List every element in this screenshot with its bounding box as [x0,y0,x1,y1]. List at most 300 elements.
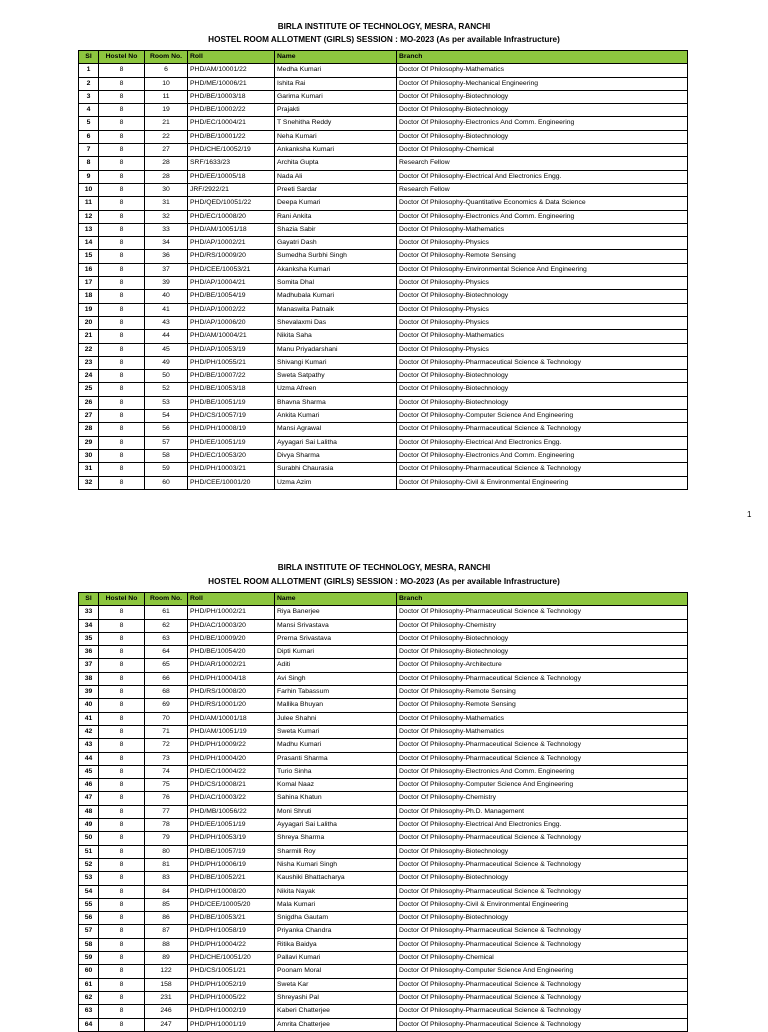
room-no-cell: 57 [145,436,188,449]
roll-cell: PHD/AC/10003/20 [188,619,275,632]
table-row [79,898,688,911]
name-cell: Snigdha Gautam [275,912,397,925]
roll-cell: PHD/AP/10002/21 [188,237,275,250]
table-row [79,779,688,792]
table-row [79,978,688,991]
table-row [79,330,688,343]
sl-cell: 14 [79,237,99,250]
hostel-no-cell: 8 [99,672,145,685]
room-no-cell: 66 [145,672,188,685]
sl-cell: 42 [79,725,99,738]
branch-cell: Doctor Of Philosophy-Mathematics [397,330,688,343]
hostel-no-cell: 8 [99,646,145,659]
branch-cell: Doctor Of Philosophy-Pharmaceutical Science & Technology [397,925,688,938]
hostel-no-cell: 8 [99,699,145,712]
room-no-cell: 74 [145,765,188,778]
sl-cell: 49 [79,819,99,832]
hostel-no-cell: 8 [99,659,145,672]
roll-cell: PHD/RS/10008/20 [188,686,275,699]
hostel-no-cell: 8 [99,436,145,449]
sl-cell: 40 [79,699,99,712]
hostel-no-cell: 8 [99,712,145,725]
sl-cell: 1 [79,64,99,77]
branch-cell: Doctor Of Philosophy-Biotechnology [397,912,688,925]
room-no-cell: 11 [145,90,188,103]
sl-cell: 33 [79,606,99,619]
sl-cell: 23 [79,356,99,369]
sl-cell: 64 [79,1018,99,1031]
branch-cell: Doctor Of Philosophy-Biotechnology [397,632,688,645]
name-cell: Sweta Kumari [275,725,397,738]
roll-cell: PHD/AM/10051/18 [188,223,275,236]
col-header-branch: Branch [397,593,688,606]
table-row [79,845,688,858]
roll-cell: PHD/PH/10058/19 [188,925,275,938]
page-number: 1 [747,510,752,519]
room-no-cell: 83 [145,872,188,885]
hostel-no-cell: 8 [99,779,145,792]
branch-cell: Doctor Of Philosophy-Biotechnology [397,845,688,858]
hostel-no-cell: 8 [99,619,145,632]
col-header-roll: Roll [188,593,275,606]
branch-cell: Doctor Of Philosophy-Computer Science And Engineering [397,965,688,978]
hostel-no-cell: 8 [99,858,145,871]
branch-cell: Doctor Of Philosophy-Physics [397,343,688,356]
roll-cell: PHD/PH/10055/21 [188,356,275,369]
name-cell: Moni Shruti [275,805,397,818]
allotment-table-page-1 [78,50,688,490]
name-cell: Manu Priyadarshani [275,343,397,356]
branch-cell: Doctor Of Philosophy-Biotechnology [397,872,688,885]
hostel-no-cell: 8 [99,316,145,329]
col-header-name: Name [275,51,397,64]
room-no-cell: 63 [145,632,188,645]
room-no-cell: 19 [145,104,188,117]
sl-cell: 17 [79,277,99,290]
roll-cell: PHD/BE/10052/21 [188,872,275,885]
sl-cell: 56 [79,912,99,925]
branch-cell: Doctor Of Philosophy-Biotechnology [397,370,688,383]
room-no-cell: 32 [145,210,188,223]
room-no-cell: 30 [145,183,188,196]
room-no-cell: 56 [145,423,188,436]
sl-cell: 57 [79,925,99,938]
name-cell: Ritika Baidya [275,938,397,951]
sl-cell: 60 [79,965,99,978]
name-cell: Sumedha Surbhi Singh [275,250,397,263]
roll-cell: PHD/BE/10002/22 [188,104,275,117]
room-no-cell: 88 [145,938,188,951]
roll-cell: PHD/PH/10004/18 [188,672,275,685]
branch-cell: Doctor Of Philosophy-Civil & Environmental Engineering [397,476,688,489]
sl-cell: 41 [79,712,99,725]
sl-cell: 37 [79,659,99,672]
hostel-no-cell: 8 [99,1018,145,1031]
table-header-row [79,593,688,606]
name-cell: Kaberi Chatterjee [275,1005,397,1018]
table-row [79,396,688,409]
name-cell: Somita Dhal [275,277,397,290]
room-no-cell: 86 [145,912,188,925]
sl-cell: 7 [79,144,99,157]
room-no-cell: 65 [145,659,188,672]
hostel-no-cell: 8 [99,423,145,436]
room-no-cell: 53 [145,396,188,409]
name-cell: Nisha Kumari Singh [275,858,397,871]
name-cell: Julee Shahni [275,712,397,725]
branch-cell: Doctor Of Philosophy-Biotechnology [397,396,688,409]
roll-cell: PHD/CS/10051/21 [188,965,275,978]
sl-cell: 8 [79,157,99,170]
roll-cell: PHD/BE/10054/19 [188,290,275,303]
sl-cell: 22 [79,343,99,356]
roll-cell: PHD/PH/10009/22 [188,739,275,752]
table-row [79,383,688,396]
room-no-cell: 72 [145,739,188,752]
branch-cell: Doctor Of Philosophy-Pharmaceutical Science & Technology [397,739,688,752]
hostel-no-cell: 8 [99,885,145,898]
hostel-no-cell: 8 [99,343,145,356]
branch-cell: Doctor Of Philosophy-Pharmaceutical Science & Technology [397,463,688,476]
name-cell: Bhavna Sharma [275,396,397,409]
room-no-cell: 122 [145,965,188,978]
hostel-no-cell: 8 [99,290,145,303]
room-no-cell: 62 [145,619,188,632]
name-cell: Riya Banerjee [275,606,397,619]
name-cell: Komal Naaz [275,779,397,792]
hostel-no-cell: 8 [99,925,145,938]
roll-cell: PHD/CEE/10001/20 [188,476,275,489]
branch-cell: Doctor Of Philosophy-Electronics And Comm. Engineering [397,210,688,223]
table-row [79,423,688,436]
name-cell: Shazia Sabir [275,223,397,236]
roll-cell: PHD/AP/10006/20 [188,316,275,329]
roll-cell: PHD/CS/10008/21 [188,779,275,792]
roll-cell: PHD/EC/10004/21 [188,117,275,130]
col-header-room-no: Room No. [145,51,188,64]
table-row [79,77,688,90]
branch-cell: Doctor Of Philosophy-Quantitative Economics & Data Science [397,197,688,210]
branch-cell: Doctor Of Philosophy-Architecture [397,659,688,672]
roll-cell: PHD/BE/10009/20 [188,632,275,645]
roll-cell: PHD/QED/10051/22 [188,197,275,210]
roll-cell: JRF/2922/21 [188,183,275,196]
table-row [79,144,688,157]
hostel-no-cell: 8 [99,383,145,396]
hostel-no-cell: 8 [99,263,145,276]
room-no-cell: 89 [145,952,188,965]
roll-cell: PHD/MB/10056/22 [188,805,275,818]
roll-cell: SRF/1633/23 [188,157,275,170]
hostel-no-cell: 8 [99,183,145,196]
table-row [79,712,688,725]
table-row [79,237,688,250]
room-no-cell: 52 [145,383,188,396]
sl-cell: 16 [79,263,99,276]
sl-cell: 53 [79,872,99,885]
col-header-hostel-no: Hostel No [99,51,145,64]
branch-cell: Research Fellow [397,157,688,170]
table-row [79,632,688,645]
table-header-row [79,51,688,64]
col-header-sl: Sl [79,51,99,64]
branch-cell: Doctor Of Philosophy-Pharmaceutical Science & Technology [397,938,688,951]
name-cell: Uzma Azim [275,476,397,489]
branch-cell: Doctor Of Philosophy-Electronics And Comm. Engineering [397,765,688,778]
table-row [79,263,688,276]
allotment-title: HOSTEL ROOM ALLOTMENT (GIRLS) SESSION : MO-2023 (As per available Infrastructure) [208,577,560,586]
name-cell: Mansi Agrawal [275,423,397,436]
room-no-cell: 49 [145,356,188,369]
roll-cell: PHD/PH/10052/19 [188,978,275,991]
sl-cell: 36 [79,646,99,659]
table-row [79,606,688,619]
room-no-cell: 64 [145,646,188,659]
room-no-cell: 34 [145,237,188,250]
name-cell: Shreyashi Pal [275,991,397,1004]
sl-cell: 47 [79,792,99,805]
room-no-cell: 37 [145,263,188,276]
hostel-no-cell: 8 [99,463,145,476]
room-no-cell: 50 [145,370,188,383]
room-no-cell: 59 [145,463,188,476]
roll-cell: PHD/CEE/10005/20 [188,898,275,911]
branch-cell: Doctor Of Philosophy-Pharmaceutical Science & Technology [397,1018,688,1031]
table-row [79,686,688,699]
name-cell: Surabhi Chaurasia [275,463,397,476]
roll-cell: PHD/CHE/10051/20 [188,952,275,965]
table-row [79,316,688,329]
name-cell: Priyanka Chandra [275,925,397,938]
roll-cell: PHD/AP/10053/19 [188,343,275,356]
table-row [79,952,688,965]
sl-cell: 46 [79,779,99,792]
room-no-cell: 80 [145,845,188,858]
roll-cell: PHD/AP/10004/21 [188,277,275,290]
table-row [79,210,688,223]
table-row [79,912,688,925]
hostel-no-cell: 8 [99,912,145,925]
roll-cell: PHD/PH/10001/19 [188,1018,275,1031]
roll-cell: PHD/EE/10005/18 [188,170,275,183]
branch-cell: Doctor Of Philosophy-Physics [397,316,688,329]
branch-cell: Doctor Of Philosophy-Chemical [397,952,688,965]
sl-cell: 30 [79,449,99,462]
roll-cell: PHD/AC/10003/22 [188,792,275,805]
roll-cell: PHD/AM/10001/18 [188,712,275,725]
room-no-cell: 28 [145,157,188,170]
roll-cell: PHD/CEE/10053/21 [188,263,275,276]
roll-cell: PHD/AM/10051/19 [188,725,275,738]
branch-cell: Doctor Of Philosophy-Remote Sensing [397,686,688,699]
branch-cell: Doctor Of Philosophy-Computer Science And Engineering [397,779,688,792]
table-row [79,170,688,183]
branch-cell: Doctor Of Philosophy-Pharmaceutical Science & Technology [397,885,688,898]
sl-cell: 4 [79,104,99,117]
table-row [79,858,688,871]
sl-cell: 5 [79,117,99,130]
name-cell: Archita Gupta [275,157,397,170]
hostel-no-cell: 8 [99,765,145,778]
branch-cell: Doctor Of Philosophy-Pharmaceutical Science & Technology [397,606,688,619]
room-no-cell: 6 [145,64,188,77]
hostel-no-cell: 8 [99,130,145,143]
branch-cell: Doctor Of Philosophy-Pharmaceutical Science & Technology [397,832,688,845]
hostel-no-cell: 8 [99,117,145,130]
table-row [79,885,688,898]
roll-cell: PHD/EE/10051/19 [188,436,275,449]
sl-cell: 21 [79,330,99,343]
name-cell: Sharmili Roy [275,845,397,858]
sl-cell: 43 [79,739,99,752]
name-cell: T Snehitha Reddy [275,117,397,130]
roll-cell: PHD/AM/10004/21 [188,330,275,343]
branch-cell: Doctor Of Philosophy-Biotechnology [397,90,688,103]
hostel-no-cell: 8 [99,77,145,90]
roll-cell: PHD/PH/10008/19 [188,423,275,436]
branch-cell: Doctor Of Philosophy-Chemical [397,144,688,157]
roll-cell: PHD/PH/10003/21 [188,463,275,476]
room-no-cell: 58 [145,449,188,462]
table-row [79,765,688,778]
table-row [79,197,688,210]
roll-cell: PHD/CHE/10052/19 [188,144,275,157]
branch-cell: Doctor Of Philosophy-Pharmaceutical Science & Technology [397,752,688,765]
branch-cell: Doctor Of Philosophy-Remote Sensing [397,699,688,712]
room-no-cell: 77 [145,805,188,818]
hostel-no-cell: 8 [99,197,145,210]
hostel-no-cell: 8 [99,330,145,343]
name-cell: Poonam Moral [275,965,397,978]
name-cell: Nada Ali [275,170,397,183]
roll-cell: PHD/PH/10004/20 [188,752,275,765]
sl-cell: 24 [79,370,99,383]
roll-cell: PHD/PH/10053/19 [188,832,275,845]
room-no-cell: 158 [145,978,188,991]
table-row [79,646,688,659]
branch-cell: Doctor Of Philosophy-Mathematics [397,712,688,725]
name-cell: Aditi [275,659,397,672]
table-row [79,130,688,143]
name-cell: Ankita Kumari [275,410,397,423]
room-no-cell: 33 [145,223,188,236]
room-no-cell: 27 [145,144,188,157]
hostel-no-cell: 8 [99,277,145,290]
table-row [79,991,688,1004]
sl-cell: 32 [79,476,99,489]
table-row [79,90,688,103]
table-row [79,303,688,316]
table-row [79,1018,688,1031]
branch-cell: Doctor Of Philosophy-Environmental Science And Engineering [397,263,688,276]
table-row [79,356,688,369]
hostel-no-cell: 8 [99,792,145,805]
table-row [79,1005,688,1018]
name-cell: Shivangi Kumari [275,356,397,369]
hostel-no-cell: 8 [99,725,145,738]
room-no-cell: 246 [145,1005,188,1018]
branch-cell: Doctor Of Philosophy-Chemistry [397,619,688,632]
roll-cell: PHD/BE/10051/19 [188,396,275,409]
hostel-no-cell: 8 [99,210,145,223]
col-header-room-no: Room No. [145,593,188,606]
room-no-cell: 43 [145,316,188,329]
hostel-no-cell: 8 [99,819,145,832]
name-cell: Mala Kumari [275,898,397,911]
roll-cell: PHD/BE/10001/22 [188,130,275,143]
roll-cell: PHD/PH/10002/21 [188,606,275,619]
branch-cell: Doctor Of Philosophy-Civil & Environmental Engineering [397,898,688,911]
roll-cell: PHD/BE/10057/19 [188,845,275,858]
hostel-no-cell: 8 [99,476,145,489]
room-no-cell: 28 [145,170,188,183]
sl-cell: 13 [79,223,99,236]
sl-cell: 52 [79,858,99,871]
name-cell: Nikita Saha [275,330,397,343]
name-cell: Sweta Satpathy [275,370,397,383]
branch-cell: Doctor Of Philosophy-Biotechnology [397,290,688,303]
branch-cell: Doctor Of Philosophy-Pharmaceutical Science & Technology [397,991,688,1004]
hostel-no-cell: 8 [99,104,145,117]
roll-cell: PHD/PH/10002/19 [188,1005,275,1018]
hostel-no-cell: 8 [99,898,145,911]
hostel-no-cell: 8 [99,1005,145,1018]
name-cell: Uzma Afreen [275,383,397,396]
room-no-cell: 85 [145,898,188,911]
sl-cell: 20 [79,316,99,329]
roll-cell: PHD/BE/10053/18 [188,383,275,396]
name-cell: Turio Sinha [275,765,397,778]
branch-cell: Doctor Of Philosophy-Mathematics [397,64,688,77]
branch-cell: Doctor Of Philosophy-Electronics And Comm. Engineering [397,449,688,462]
room-no-cell: 39 [145,277,188,290]
table-row [79,819,688,832]
sl-cell: 59 [79,952,99,965]
name-cell: Mansi Srivastava [275,619,397,632]
branch-cell: Doctor Of Philosophy-Biotechnology [397,646,688,659]
table-row [79,343,688,356]
room-no-cell: 36 [145,250,188,263]
room-no-cell: 41 [145,303,188,316]
name-cell: Ankanksha Kumari [275,144,397,157]
name-cell: Madhubala Kumari [275,290,397,303]
name-cell: Ayyagari Sai Lalitha [275,436,397,449]
sl-cell: 27 [79,410,99,423]
room-no-cell: 71 [145,725,188,738]
sl-cell: 50 [79,832,99,845]
roll-cell: PHD/PH/10006/19 [188,858,275,871]
branch-cell: Doctor Of Philosophy-Pharmaceutical Science & Technology [397,1005,688,1018]
room-no-cell: 54 [145,410,188,423]
branch-cell: Doctor Of Philosophy-Ph.D. Management [397,805,688,818]
sl-cell: 2 [79,77,99,90]
hostel-no-cell: 8 [99,449,145,462]
name-cell: Ishita Rai [275,77,397,90]
hostel-no-cell: 8 [99,237,145,250]
branch-cell: Doctor Of Philosophy-Biotechnology [397,130,688,143]
table-row [79,436,688,449]
table-row [79,672,688,685]
branch-cell: Doctor Of Philosophy-Pharmaceutical Science & Technology [397,423,688,436]
branch-cell: Doctor Of Philosophy-Electrical And Electronics Engg. [397,170,688,183]
hostel-no-cell: 8 [99,965,145,978]
table-body-page-1 [79,64,688,490]
hostel-no-cell: 8 [99,832,145,845]
branch-cell: Doctor Of Philosophy-Physics [397,237,688,250]
sl-cell: 29 [79,436,99,449]
room-no-cell: 22 [145,130,188,143]
name-cell: Rani Ankita [275,210,397,223]
